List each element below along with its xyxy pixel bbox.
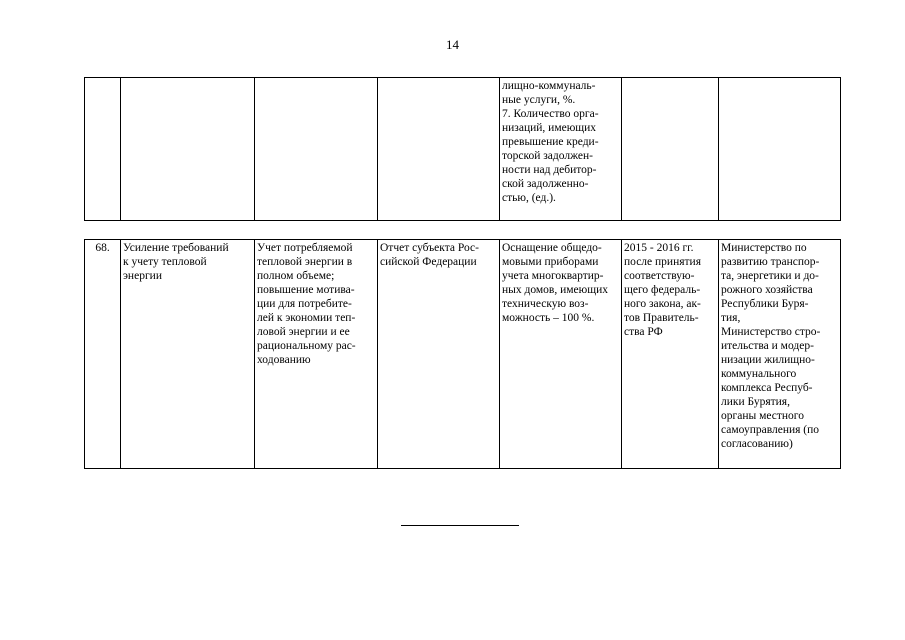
cell-report-form: [378, 78, 500, 221]
text-line: 2015 - 2016 гг.: [624, 242, 694, 254]
table-row: [85, 240, 841, 469]
text-line: торской задолжен-: [502, 150, 593, 162]
cell-activity: [255, 78, 378, 221]
text-line: Республики Буря-: [721, 298, 809, 310]
cell-indicator: [500, 78, 622, 221]
text-line: ных домов, имеющих: [502, 284, 608, 296]
text-line: ительства и модер-: [721, 340, 814, 352]
text-line: тия,: [721, 312, 741, 324]
continuation-table: [84, 77, 841, 221]
text-line: органы местного: [721, 410, 804, 422]
cell-term: [622, 78, 719, 221]
text-line: можность – 100 %.: [502, 312, 595, 324]
cell-responsible: [719, 240, 841, 469]
text-line: техническую воз-: [502, 298, 589, 310]
text-line: рожного хозяйства: [721, 284, 813, 296]
cell-task: [121, 240, 255, 469]
cell-number: 68.: [85, 240, 121, 469]
text-line: соответствую-: [624, 270, 695, 282]
page-number: 14: [446, 37, 459, 52]
text-line: учета многоквартир-: [502, 270, 604, 282]
text-line: низаций, имеющих: [502, 122, 597, 134]
text-line: Учет потребляемой: [257, 242, 353, 254]
text-line: превышение креди-: [502, 136, 599, 148]
text-line: повышение мотива-: [257, 284, 355, 296]
table-row: [85, 78, 841, 221]
cell-term: [622, 240, 719, 469]
text-line: стью, (ед.).: [502, 192, 556, 204]
text-line: комплекса Респуб-: [721, 382, 813, 394]
text-line: ного закона, ак-: [624, 298, 701, 310]
text-line: мовыми приборами: [502, 256, 599, 268]
text-line: ции для потребите-: [257, 298, 352, 310]
cell-number: [85, 78, 121, 221]
text-line: лей к экономии теп-: [257, 312, 356, 324]
text-line: энергии: [123, 270, 162, 282]
text-line: Отчет субъекта Рос-: [380, 242, 479, 254]
cell-task: [121, 78, 255, 221]
text-line: та, энергетики и до-: [721, 270, 819, 282]
text-line: ства РФ: [624, 326, 663, 338]
row-68-table: [84, 239, 841, 469]
text-line: щего федераль-: [624, 284, 701, 296]
text-line: тов Правитель-: [624, 312, 699, 324]
text-line: рациональному рас-: [257, 340, 356, 352]
text-line: ловой энергии и ее: [257, 326, 350, 338]
text-line: низации жилищно-: [721, 354, 815, 366]
text-line: самоуправления (по: [721, 424, 820, 436]
text-line: после принятия: [624, 256, 701, 268]
text-line: 7. Количество орга-: [502, 108, 599, 120]
text-line: сийской Федерации: [380, 256, 477, 268]
cell-responsible: [719, 78, 841, 221]
text-line: полном объеме;: [257, 270, 335, 282]
text-line: к учету тепловой: [123, 256, 207, 268]
text-line: Министерство по: [721, 242, 807, 254]
text-line: лищно-коммуналь-: [502, 80, 596, 92]
cell-indicator: [500, 240, 622, 469]
text-line: ской задолженно-: [502, 178, 589, 190]
footnote-separator: [401, 525, 519, 526]
text-line: ности над дебитор-: [502, 164, 597, 176]
cell-activity: [255, 240, 378, 469]
text-line: лики Бурятия,: [721, 396, 790, 408]
text-line: Министерство стро-: [721, 326, 821, 338]
text-line: Усиление требований: [123, 242, 229, 254]
text-line: ходованию: [257, 354, 311, 366]
text-line: коммунального: [721, 368, 797, 380]
text-line: ные услуги, %.: [502, 94, 576, 106]
text-line: Оснащение общедо-: [502, 242, 602, 254]
cell-report-form: [378, 240, 500, 469]
text-line: согласованию): [721, 438, 793, 450]
text-line: тепловой энергии в: [257, 256, 353, 268]
text-line: развитию транспор-: [721, 256, 820, 268]
